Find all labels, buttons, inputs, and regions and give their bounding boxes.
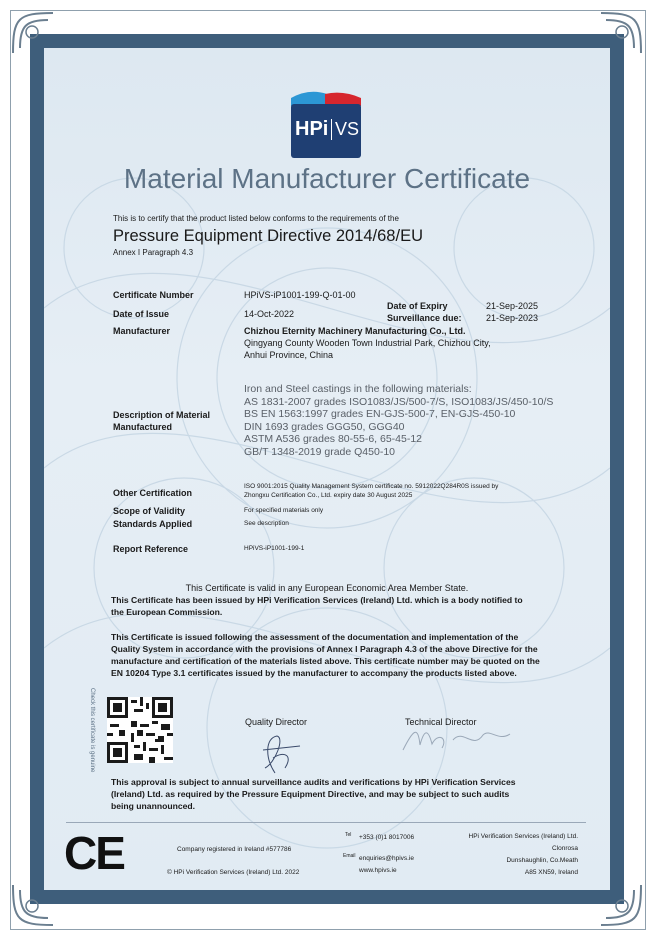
surveillance-due-label: Surveillance due: <box>387 313 462 323</box>
scope-label: Scope of Validity <box>113 506 186 516</box>
corner-ornament-bottom-left <box>8 880 58 930</box>
corner-ornament-bottom-right <box>596 880 646 930</box>
technical-director-label: Technical Director <box>405 717 477 727</box>
tel-label: Tel <box>345 832 352 838</box>
qr-side-text: Check this certificate is genuine <box>89 688 95 773</box>
corner-ornament-top-right <box>596 8 646 58</box>
address-line-3: Dunshaughlin, Co.Meath <box>506 857 578 864</box>
standards-value: See description <box>244 520 289 527</box>
footer-divider <box>66 822 586 823</box>
other-certification-line-2: Zhongxu Certification Co., Ltd. expiry date 30 August 2025 <box>244 492 413 499</box>
certificate-title: Material Manufacturer Certificate <box>123 163 531 194</box>
email-link[interactable]: enquiries@hpivs.ie <box>359 855 415 862</box>
approval-statement: This approval is subject to annual surveillance audits and verifications by HPi Verification Services (Ireland) Ltd. as required by the Pressure Equipment Directive, and may be subject to such audits being unannounced. <box>111 777 516 811</box>
copyright-text: © HPi Verification Services (Ireland) Ltd. 2022 <box>167 869 300 876</box>
manufacturer-address-line-2: Anhui Province, China <box>244 350 334 360</box>
notified-body-statement: This Certificate has been issued by HPi Verification Services (Ireland) Ltd. which is a body notified to the European Commission. <box>111 595 523 617</box>
material-line-1: Iron and Steel castings in the following materials: <box>244 383 472 395</box>
logo-text-hpi: HPi <box>295 118 329 140</box>
directive-title: Pressure Equipment Directive 2014/68/EU <box>113 227 423 245</box>
date-of-issue-value: 14-Oct-2022 <box>244 309 295 319</box>
quality-director-label: Quality Director <box>245 717 308 727</box>
surveillance-due-value: 21-Sep-2023 <box>486 313 539 323</box>
quality-director-signature <box>245 728 315 778</box>
report-reference-value: HPiVS-iP1001-199-1 <box>244 545 305 552</box>
report-reference-label: Report Reference <box>113 544 189 554</box>
date-of-expiry-value: 21-Sep-2025 <box>486 301 539 311</box>
manufacturer-address-line-1: Qingyang County Wooden Town Industrial Park, Chizhou City, <box>244 338 491 348</box>
hpivs-logo <box>291 88 361 158</box>
logo-text-vs: VS <box>331 119 359 140</box>
material-line-4: DIN 1693 grades GGG50, GGG40 <box>244 420 405 433</box>
material-label-line-1: Description of Material <box>113 410 211 420</box>
ce-mark: CE <box>64 827 124 879</box>
material-line-2: AS 1831-2007 grades ISO1083/JS/500-7/S, ISO1083/JS/450-10/S <box>244 395 554 408</box>
standards-label: Standards Applied <box>113 519 193 529</box>
certificate-number-label: Certificate Number <box>113 290 194 300</box>
technical-director-signature <box>398 720 518 760</box>
material-line-5: ASTM A536 grades 80-55-6, 65-45-12 <box>244 433 423 446</box>
validity-statement: This Certificate is valid in any European Economic Area Member State. <box>185 583 469 593</box>
material-label-line-2: Manufactured <box>113 422 173 432</box>
annex-text: Annex I Paragraph 4.3 <box>113 248 194 257</box>
other-certification-label: Other Certification <box>113 488 193 498</box>
address-line-4: A85 XN59, Ireland <box>524 869 578 876</box>
company-registration: Company registered in Ireland #577786 <box>177 846 292 853</box>
certificate-number-value: HPiVS-iP1001-199-Q-01-00 <box>244 290 356 300</box>
website-link[interactable]: www.hpivs.ie <box>359 867 397 874</box>
address-line-1: HPi Verification Services (Ireland) Ltd. <box>468 833 578 840</box>
corner-ornament-top-left <box>8 8 58 58</box>
material-line-6: GB/T 1348-2019 grade Q450-10 <box>244 446 395 458</box>
manufacturer-name: Chizhou Eternity Machinery Manufacturing Co., Ltd. <box>244 326 466 336</box>
assessment-statement: This Certificate is issued following the assessment of the documentation and implementation of the Quality System in accordance with the provisions of Annex I Paragraph 4.3 of the above Directive for the manufacture and certification of the materials listed above. This certificate number may be quoted on the EN 10204 Type 3.1 certificates issued by the manufacturer to accompany the products listed above. <box>111 632 540 678</box>
material-line-3: BS EN 1563:1997 grades EN-GJS-500-7, EN-GJS-450-10 <box>244 408 516 421</box>
scope-value: For specified materials only <box>244 507 324 514</box>
other-certification-line-1: ISO 9001:2015 Quality Management System certificate no. 5912022Q284R0S issued by <box>244 483 499 490</box>
intro-text: This is to certify that the product listed below conforms to the requirements of the <box>113 214 399 223</box>
address-line-2: Clonrosa <box>551 845 578 852</box>
email-label: Email <box>343 853 356 859</box>
tel-value: +353 (0)1 8017006 <box>359 834 415 841</box>
manufacturer-label: Manufacturer <box>113 326 171 336</box>
verification-qr-code[interactable] <box>107 697 173 763</box>
date-of-issue-label: Date of Issue <box>113 309 170 319</box>
date-of-expiry-label: Date of Expiry <box>387 301 448 311</box>
